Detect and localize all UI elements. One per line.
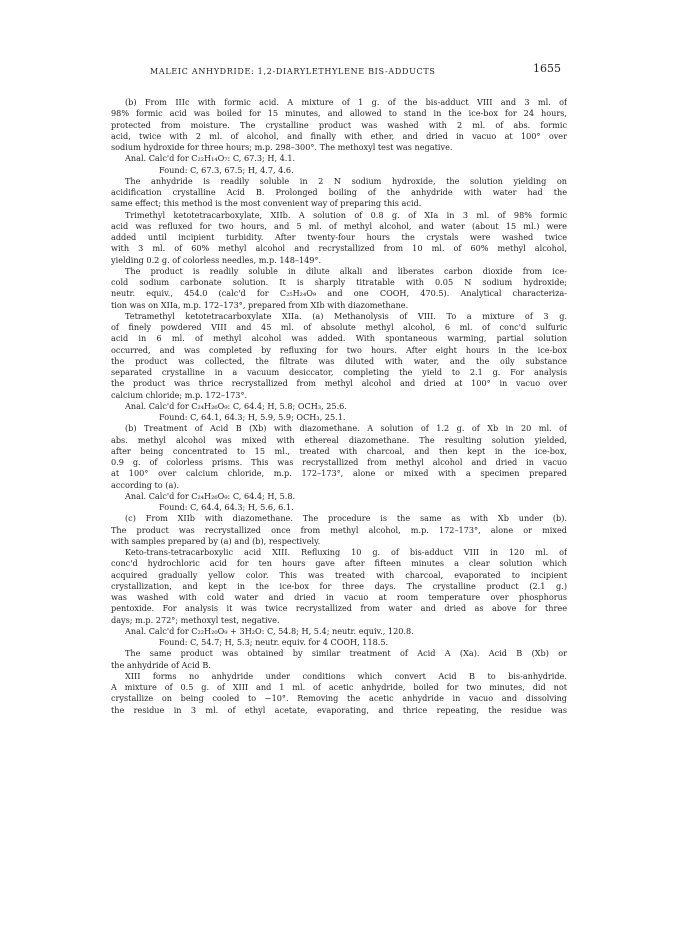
text-line: 0.9 g. of colorless prisms. This was recrystallized from methyl alcohol and dried in vacuo [111, 457, 567, 467]
text-line: The product is readily soluble in dilute alkali and liberates carbon dioxide from ice- [125, 265, 567, 276]
page-header [0, 60, 675, 82]
text-line: separated crystalline in a vacuum desiccator, completing the yield to 2.1 g. For analysis [111, 367, 567, 377]
text-line: the product was thrice recrystallized from methyl alcohol and dried at 100° in vacuo over [111, 378, 567, 389]
text-line: cold sodium carbonate solution. It is sharply titratable with 0.05 N sodium hydroxide; [111, 277, 567, 287]
text-line: acquired gradually yellow color. This was treated with charcoal, evaporated to incipient [111, 569, 567, 580]
text-line: sodium hydroxide for three hours; m.p. 298–300°. The methoxyl test was negative. [111, 142, 453, 152]
text-line: conc'd hydrochloric acid for ten hours gave after fifteen minutes a clear solution which [111, 558, 567, 569]
text-line: Anal. Calc'd for C₂₂H₁₄O₇: C, 67.3; H, 4.1. [125, 153, 296, 164]
text-line: Anal. Calc'd for C₂₄H₂₆O₉: C, 64.4; H, 5.8; OCH₃, 25.6. [125, 400, 347, 411]
text-line: The same product was obtained by similar treatment of Acid A (Xa). Acid B (Xb) or [125, 648, 567, 659]
text-line: calcium chloride; m.p. 172–173°. [111, 389, 248, 400]
text-line: tion was on XIIa, m.p. 172–173°, prepared from XIb with diazomethane. [111, 299, 409, 310]
text-line: A mixture of 0.5 g. of XIII and 1 ml. of acetic anhydride, boiled for two minutes, did not [111, 682, 567, 692]
text-line: with samples prepared by (a) and (b), respectively. [111, 535, 321, 546]
text-line: at 100° over calcium chloride, m.p. 172–173°, alone or mixed with a specimen prepared [111, 468, 567, 479]
text-line: acid, twice with 2 ml. of alcohol, and finally with ether, and dried in vacuo at 100° over [111, 130, 567, 141]
text-line: acid in 6 ml. of methyl alcohol was added. With spontaneous warming, partial solution [111, 333, 567, 344]
text-line: Found: C, 64.4, 64.3; H, 5.6, 6.1. [159, 502, 294, 512]
text-line: the anhydride of Acid B. [111, 659, 211, 670]
text-line: according to (a). [111, 479, 180, 490]
text-line: Found: C, 64.1, 64.3; H, 5.9, 5.9; OCH₃, 25.1. [159, 412, 346, 422]
text-line: protected from moisture. The crystalline product was washed with 2 ml. of abs. formic [111, 119, 567, 130]
text-line: 98% formic acid was boiled for 15 minutes, and allowed to stand in the ice-box for 24 hours, [111, 108, 567, 119]
text-line: pentoxide. For analysis it was twice recrystallized from water and dried as above for three [111, 603, 567, 614]
text-line: neutr. equiv., 454.0 (calc'd for C₂₅H₂₄O₉ and one COOH, 470.5). Analytical characteriza- [111, 288, 567, 299]
text-line: abs. methyl alcohol was mixed with ethereal diazomethane. The resulting solution yielded, [111, 434, 567, 445]
text-line: of finely powdered VIII and 45 ml. of absolute methyl alcohol, 6 ml. of conc'd sulfuric [111, 322, 567, 332]
text-line: yielding 0.2 g. of colorless needles, m.p. 148–149°. [111, 254, 322, 265]
text-line: XIII forms no anhydride under conditions which convert Acid B to bis-anhydride. [125, 670, 567, 681]
text-line: crystallize on being cooled to −10°. Removing the acetic anhydride in vacuo and dissolving [111, 693, 567, 704]
text-line: Tetramethyl ketotetracarboxylate XIIa. (a) Methanolysis of VIII. To a mixture of 3 g. [125, 310, 567, 321]
text-line: The product was recrystallized once from methyl alcohol, m.p. 172–173°, alone or mixed [111, 524, 567, 535]
article-body [111, 97, 567, 716]
text-line: acidification crystalline Acid B. Prolonged boiling of the anhydride with water had the [111, 187, 567, 197]
text-line: was washed with cold water and dried in vacuo at room temperature over phosphorus [111, 592, 567, 602]
text-line: Keto-trans-tetracarboxylic acid XIII. Refluxing 10 g. of bis-adduct VIII in 120 ml. of [125, 547, 567, 557]
text-line: after being concentrated to 15 ml., treated with charcoal, and then kept in the ice-box, [111, 445, 567, 456]
text-line: days; m.p. 272°; methoxyl test, negative. [111, 614, 280, 625]
text-line: (c) From XIIb with diazomethane. The procedure is the same as with Xb under (b). [125, 513, 567, 524]
text-line: acid was refluxed for two hours, and 5 ml. of methyl alcohol, and water (about 15 ml.) were [111, 220, 567, 231]
text-line: occurred, and was completed by refluxing for two hours. After eight hours in the ice-box [111, 344, 567, 355]
text-line: (b) Treatment of Acid B (Xb) with diazomethane. A solution of 1.2 g. of Xb in 20 ml. of [125, 423, 567, 434]
text-line: Found: C, 54.7; H, 5.3; neutr. equiv. for 4 COOH, 118.5. [159, 637, 389, 647]
text-line: (b) From IIIc with formic acid. A mixture of 1 g. of the bis-adduct VIII and 3 ml. of [125, 97, 567, 107]
text-line: same effect; this method is the most convenient way of preparing this acid. [111, 198, 422, 209]
text-line: with 3 ml. of 60% methyl alcohol and recrystallized from 10 ml. of 60% methyl alcohol, [111, 243, 567, 254]
text-line: the product was collected, the filtrate was diluted with water, and the oily substance [111, 355, 567, 366]
text-line: The anhydride is readily soluble in 2 N sodium hydroxide, the solution yielding on [125, 175, 567, 186]
text-line: the residue in 3 ml. of ethyl acetate, evaporating, and thrice repeating, the residue was [111, 704, 567, 715]
text-line: Anal. Calc'd for C₂₂H₂₀O₉ + 3H₂O: C, 54.8; H, 5.4; neutr. equiv., 120.8. [125, 625, 414, 636]
text-line: added until incipient turbidity. After twenty-four hours the crystals were washed twice [111, 232, 567, 242]
page-number: 1655 [533, 62, 561, 75]
text-line: Found: C, 67.3, 67.5; H, 4.7, 4.6. [159, 164, 294, 175]
text-line: crystallization, and kept in the ice-box for three days. The crystalline product (2.1 g.) [111, 580, 567, 591]
text-line: Anal. Calc'd for C₂₄H₂₆O₉: C, 64.4; H, 5.8. [125, 490, 296, 501]
text-line: Trimethyl ketotetracarboxylate, XIIb. A solution of 0.8 g. of XIa in 3 ml. of 98% formic [125, 209, 567, 220]
running-head: MALEIC ANHYDRIDE: 1,2-DIARYLETHYLENE BIS-ADDUCTS [150, 67, 436, 76]
